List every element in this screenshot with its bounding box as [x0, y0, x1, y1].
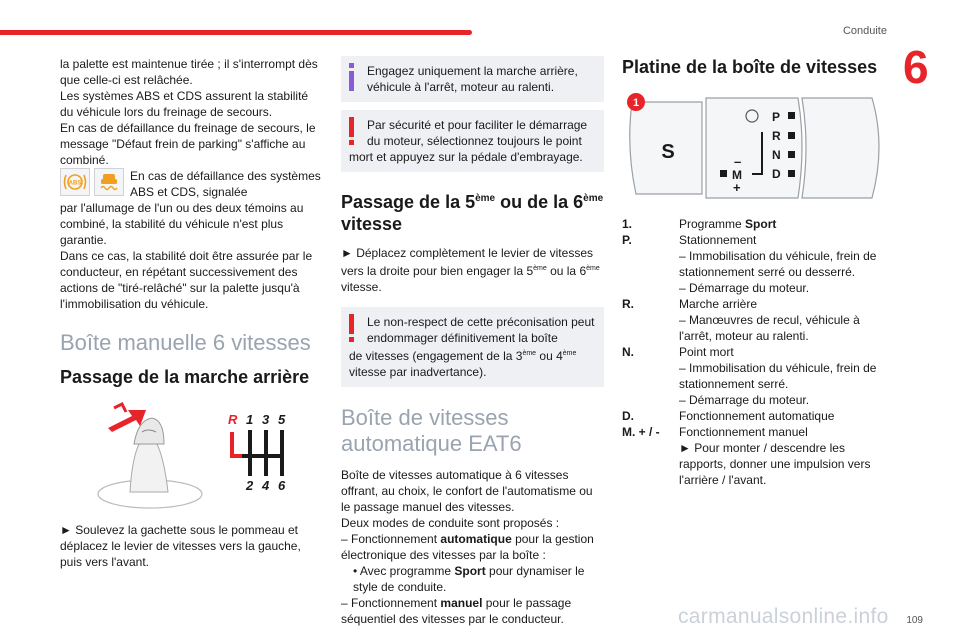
para-part: vitesse.	[341, 280, 382, 294]
info-box-text: Engagez uniquement la marche arrière, véhicule à l'arrêt, moteur au ralenti.	[367, 64, 578, 94]
warning-box-gearbox	[341, 307, 604, 387]
abs-icon-label: ABS	[68, 180, 82, 187]
watermark: carmanualsonline.info	[678, 605, 889, 628]
definition-key: R.	[622, 297, 634, 311]
gear-label-3: 3	[262, 412, 270, 427]
abs-warning-text-start: En cas de défaillance des systèmes ABS et CDS, signalée	[130, 169, 321, 199]
title-part: ou de la 6	[495, 192, 584, 212]
eat6-mode-auto	[341, 531, 604, 563]
eat6-intro: Boîte de vitesses automatique à 6 vitesses offrant, au choix, le confort de l'automatisme ou le passage manuel des vitesses. Deux modes de conduite sont proposés :	[341, 468, 593, 530]
title-part: vitesse	[341, 214, 403, 234]
mode-bold: automatique	[440, 532, 512, 546]
para-part: ou la 6	[546, 264, 587, 278]
def-detail: ► Pour monter / descendre les rapports, donner une impulsion vers l'arrière / l'avant.	[679, 441, 871, 487]
reverse-instruction: ► Soulevez la gachette sous le pommeau et déplacez le levier de vitesses vers la gauche, puis vers l'avant.	[60, 523, 301, 569]
info-box	[341, 56, 604, 102]
def-text: Fonctionnement automatique	[679, 409, 835, 423]
mode-part: pour le passage séquentiel des vitesses par le conducteur.	[341, 596, 572, 626]
definition-key: P.	[622, 233, 632, 247]
def-text: Stationnement	[679, 233, 757, 247]
def-text: Programme	[679, 217, 746, 231]
eat6-mode-sport	[341, 563, 604, 595]
definition-item	[622, 344, 884, 408]
abs-warning-icon	[60, 168, 90, 196]
gear-label-r: R	[228, 412, 238, 427]
para-part: ► Déplacez complètement le levier de vitesses vers la droite pour bien engager la 5	[341, 246, 593, 278]
section-title-manual: Boîte manuelle 6 vitesses	[60, 330, 311, 355]
mode-part: • Avec programme	[353, 564, 455, 578]
mode-part: pour dynamiser le style de conduite.	[353, 564, 585, 594]
warn-part: ou 4	[536, 349, 563, 363]
warn-part: vitesse par inadvertance).	[349, 365, 487, 379]
selector-p: P	[772, 110, 781, 124]
warn-sup: ème	[562, 350, 577, 357]
warning-box-start	[341, 110, 604, 172]
definition-key: D.	[622, 409, 634, 423]
column-right	[622, 56, 892, 488]
selector-minus: –	[734, 154, 742, 169]
definition-value	[679, 232, 884, 296]
selector-n: N	[772, 148, 781, 162]
definition-value	[679, 296, 884, 344]
selector-r: R	[772, 129, 781, 143]
subsection-title-reverse: Passage de la marche arrière	[60, 367, 310, 387]
def-text: Marche arrière	[679, 297, 758, 311]
definition-value	[679, 216, 884, 232]
mode-bold: manuel	[440, 596, 483, 610]
selector-plus: +	[733, 180, 741, 195]
abs-warning-text: par l'allumage de l'un ou des deux témoins au combiné, la stabilité du véhicule n'est plus garantie. Dans ce cas, la stabilité doit être assurée par le conducteur, en répétant successivement des actions de "tiré-relâché" sur la palette jusqu'à l'immobilisation du véhicule.	[60, 201, 313, 311]
definition-list	[622, 216, 884, 488]
mode-part: – Fonctionnement	[341, 532, 441, 546]
mode-part: pour la gestion électronique des vitesses par la boîte :	[341, 532, 594, 562]
page-number: 109	[906, 615, 923, 626]
definition-key: M. + / -	[622, 425, 660, 439]
warning-icon	[349, 314, 354, 342]
gear-label-6: 6	[278, 478, 286, 490]
def-detail: – Immobilisation du véhicule, frein de stationnement serré. – Démarrage du moteur.	[679, 361, 877, 407]
def-detail: – Manœuvres de recul, véhicule à l'arrêt, moteur au ralenti.	[679, 313, 860, 343]
gear-selector-illustration	[622, 88, 892, 206]
subsection-title-panel: Platine de la boîte de vitesses	[622, 57, 878, 77]
gear-label-1: 1	[246, 412, 254, 427]
mode-bold: Sport	[454, 564, 486, 578]
title-sup: ème	[475, 193, 496, 204]
def-text: Point mort	[679, 345, 734, 359]
title-part: Passage de la 5	[341, 192, 476, 212]
definition-key: 1.	[622, 217, 633, 231]
definition-value	[679, 344, 884, 408]
definition-value	[679, 424, 884, 488]
definition-item	[622, 216, 884, 232]
warning-gearbox-text-b	[349, 346, 596, 380]
para-sup: ème	[586, 265, 600, 272]
section-title-eat6: Boîte de vitesses automatique EAT6	[341, 405, 522, 456]
abs-warning	[60, 168, 322, 200]
column-left	[60, 56, 322, 570]
gear-5-6-instruction	[341, 245, 604, 295]
warn-part: de vitesses (engagement de la 3	[349, 349, 523, 363]
brake-paragraph: la palette est maintenue tirée ; il s'interrompt dès que celle-ci est relâchée. Les systèmes ABS et CDS assurent la stabilité du véhicule lors du freinage de secours. En cas de défaillance du freinage de secours, le message "Défaut frein de parking" s'affiche au combiné.	[60, 57, 318, 167]
header-accent-bar	[0, 30, 472, 35]
info-icon	[349, 63, 354, 91]
warning-start-text-a: Par sécurité et pour faciliter le démarrage du moteur, sélectionnez toujours le point	[367, 118, 588, 148]
subsection-title-5-6	[341, 188, 604, 235]
sport-button-label: S	[661, 141, 675, 163]
gear-selector-figure	[622, 88, 892, 206]
gear-label-5: 5	[278, 412, 286, 427]
definition-item	[622, 232, 884, 296]
definition-item	[622, 408, 884, 424]
warning-gearbox-text-a: Le non-respect de cette préconisation peut endommager définitivement la boîte	[367, 315, 595, 345]
definition-key: N.	[622, 345, 634, 359]
definition-item	[622, 424, 884, 488]
warning-start-text-b: mort et appuyez sur la pédale d'embrayage.	[349, 150, 583, 164]
selector-d: D	[772, 167, 781, 181]
gear-pattern-diagram	[220, 410, 300, 490]
gear-lever-figure	[60, 402, 322, 512]
callout-1: 1	[632, 97, 640, 109]
section-header: Conduite	[842, 25, 887, 37]
column-middle	[341, 56, 604, 627]
warn-sup: ème	[522, 350, 537, 357]
para-sup: ème	[533, 265, 547, 272]
def-detail: – Immobilisation du véhicule, frein de stationnement serré ou desserré. – Démarrage du moteur.	[679, 249, 877, 295]
mode-part: – Fonctionnement	[341, 596, 441, 610]
gear-label-4: 4	[262, 478, 270, 490]
selector-m: M	[732, 168, 742, 182]
def-bold: Sport	[745, 217, 777, 231]
eat6-mode-manual	[341, 595, 604, 627]
gear-label-2: 2	[246, 478, 254, 490]
title-sup: ème	[583, 193, 604, 204]
chapter-number: 6	[903, 41, 929, 93]
stability-warning-icon	[94, 168, 124, 196]
warning-icon	[349, 117, 354, 145]
def-text: Fonctionnement manuel	[679, 425, 808, 439]
definition-item	[622, 296, 884, 344]
definition-value	[679, 408, 884, 424]
